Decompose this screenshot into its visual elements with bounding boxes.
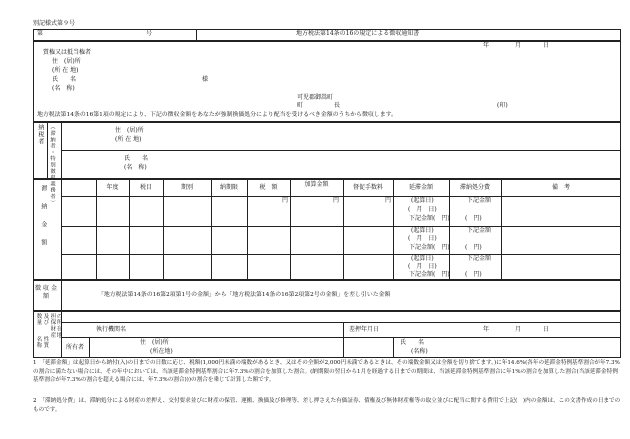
col-header-additional: 加算金額 xyxy=(304,181,329,188)
col-header-tax-item: 税目 xyxy=(139,184,152,191)
reminder-fee-yen: 円 xyxy=(385,197,392,204)
seizure-date-label: 差押年月日 xyxy=(349,326,380,333)
header-block xyxy=(33,41,621,122)
owner-address-label: 住 (居)所 xyxy=(140,339,169,346)
date-hi: 日 xyxy=(543,42,550,49)
row1-kisan: (起算日) xyxy=(411,197,434,204)
intro-text: 地方税法第14条の16第1項の規定により、下記の徴収金額をあなたが強制換価処分により配当を受けるべき金額のうちから徴収します。 xyxy=(37,112,397,118)
row3-amount-label: 下記金額 xyxy=(409,271,434,278)
taxpayer-location-label: (所 在 地) xyxy=(115,136,142,143)
row2-amount-label: 下記金額 xyxy=(409,244,434,251)
security-label-prop: 担保財産 xyxy=(49,313,56,339)
col-header-disposition-cost: 滞納処分費 xyxy=(459,184,490,191)
sender-seal: (印) xyxy=(497,102,508,109)
addressee-address-label: 住 (居)所 xyxy=(52,58,81,65)
security-label-qty: 数量 xyxy=(35,313,42,326)
row3-amount: ( 円) xyxy=(433,271,450,278)
security-property-block xyxy=(33,311,621,358)
row3-date: ( 月 日) xyxy=(408,263,437,270)
document-title: 地方税法第14条の16の規定による徴収通知書 xyxy=(296,30,420,37)
sender-cho2: 長 xyxy=(334,102,341,109)
sender-town: 可児郡御嵩町 xyxy=(297,94,334,101)
row1-disp-label: 下記金額 xyxy=(467,197,492,204)
taxpayer-side-label: 納税者 xyxy=(36,124,44,145)
collect-amount-label: 徴収金額 xyxy=(34,285,59,300)
security-label-loc: の所在地 xyxy=(55,313,62,339)
date-nen: 年 xyxy=(483,42,490,49)
col-header-delinquency: 延滞金額 xyxy=(408,184,433,191)
owner-title-label: (名称) xyxy=(411,348,428,355)
col-header-year: 年度 xyxy=(106,184,119,191)
form-id: 別記様式第９号 xyxy=(33,20,76,27)
owner-location-label: (所在地) xyxy=(150,348,173,355)
collect-amount-text: 「地方税法第14条の16第2項第1号の金額」から「地方税法第14条の16第2項第2号の金額」を差し引いた金額 xyxy=(98,292,391,298)
col-header-period: 期別 xyxy=(180,184,193,191)
seizure-nen: 年 xyxy=(483,326,490,333)
security-label-nature: 性質 xyxy=(42,336,49,349)
seizure-hi: 日 xyxy=(543,326,550,333)
additional-yen: 円 xyxy=(333,197,340,204)
header-no-label: 第 xyxy=(37,30,44,37)
security-label-name: 名称 xyxy=(35,336,42,349)
row2-kisan: (起算日) xyxy=(411,227,434,234)
security-label-and: 及び xyxy=(42,313,49,326)
header-go-label: 号 xyxy=(146,30,153,37)
row1-disp-amount: ( 円) xyxy=(465,215,482,222)
row2-disp-label: 下記金額 xyxy=(467,227,492,234)
col-header-remarks: 備 考 xyxy=(551,184,570,191)
row1-date: ( 月 日) xyxy=(408,206,437,213)
taxpayer-address-label: 住 (居)所 xyxy=(115,127,144,134)
row2-disp-amount: ( 円) xyxy=(465,244,482,251)
addressee-honorific: 様 xyxy=(202,76,209,83)
note-delinquency: 1 「延滞金額」は起算日から納付(入)の日までの日数に応じ、税額(1,000円未満の端数があるとき、又はその全額が2,000円未満であるときは、その端数金額又は全額を切り捨てます。)に年14.6%(各年の延滞金特例基準割合が年7.3%の割合に満たない場合には、その年中においては、当該延滞金特例基準割合に年7.3%の割合を加算した割合。(納期限の翌日から1月を経過する日までの期間は、当該延滞金特例基準割合に年1%の割合を加算した割合(当該延滞金特例基準割合が年7.3%の割合を超える場合には、年7.3%の割合)))の割合を乗じて計算した額です。 xyxy=(33,360,620,384)
addressee-name-label: 氏 名 xyxy=(52,76,77,83)
col-header-due-date: 納期限 xyxy=(219,184,238,191)
note-disposition-cost: 2 「滞納処分費」は、滞納処分による財産の差押え、交付要求並びに財産の保管、運搬、換価及び修理等、差し押さえた有価証券、債権及び無体財産権等の取立並びに配当に関する費用で上記( )内の金額は、この文書作成の日までのものです。 xyxy=(33,398,621,413)
owner-name-label: 氏 名 xyxy=(400,339,425,346)
col-header-tax-amount: 税 額 xyxy=(259,184,278,191)
sender-cho: 町 xyxy=(297,102,304,109)
col-header-reminder-fee: 督促手数料 xyxy=(352,184,383,191)
taxpayer-sub-label: （滞納者・特別徴収義務者） xyxy=(49,124,56,206)
row2-amount: ( 円) xyxy=(433,244,450,251)
addressee-location-label: (所 在 地) xyxy=(52,67,79,74)
arrears-side-label: 滞納金額 xyxy=(39,185,47,257)
addressee-title-label: (名 称) xyxy=(52,85,75,92)
seizure-tsuki: 月 xyxy=(515,326,522,333)
tax-amount-yen: 円 xyxy=(282,197,289,204)
addressee-role: 質権又は抵当権者 xyxy=(43,49,92,56)
row1-amount: ( 円) xyxy=(433,215,450,222)
row1-amount-label: 下記金額 xyxy=(409,215,434,222)
owner-label: 所有者 xyxy=(66,344,85,351)
taxpayer-title-label: (名 称) xyxy=(124,164,147,171)
arrears-table xyxy=(33,179,621,280)
row3-disp-label: 下記金額 xyxy=(467,255,492,262)
row3-kisan: (起算日) xyxy=(411,255,434,262)
date-tsuki: 月 xyxy=(515,42,522,49)
row3-disp-amount: ( 円) xyxy=(465,271,482,278)
row2-date: ( 月 日) xyxy=(408,235,437,242)
taxpayer-name-label: 氏 名 xyxy=(124,155,149,162)
agency-label: 執行機関名 xyxy=(96,326,127,333)
